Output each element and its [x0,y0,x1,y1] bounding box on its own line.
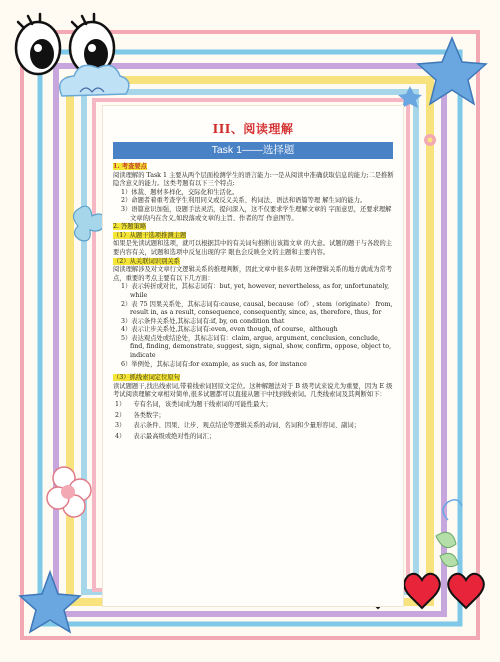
list-item: 2）表 75 因果关系处，其标志词有:cause, causal, because（of）, stem（originate） from, result in, as a result, consequence, consequently, since, as, therefore, thus, for [121,300,393,317]
list-item: 2）命题者着重考查学生利用同义或反义关系、构词法、语法和语篇等理 解生词的能力。 [121,197,367,205]
subheading: （3）抓线索词定位原句 [113,374,180,382]
list-item: 3） 表示条件、因果、让步、观点结论等逻辑关系的动词、名词和少量形容词、副词； [115,422,361,430]
list-item: 5）表达观点处或结论处，其标志词有：claim, argue, argument, conclusion, conclude, find, finding, demonstrate, suggest, sign, signal, show, confirm, oppose, object to, indicate [121,334,392,360]
section-heading-1: 1. 考查要点 [113,163,147,170]
list-item: 4） 表示最高级或绝对性的词汇； [115,432,216,440]
task-banner: Task 1——选择题 [113,142,393,159]
list-item: 6）举例处，其标志词有:for example, as such as, for instance [121,360,307,368]
list-item: 4）表示让步关系处,其标志词有:even, even though, of course，although [121,326,338,334]
list-item: 3）表示条件关系处,其标志词有:if, by, on condition that [121,317,285,325]
paragraph: 阅读理解的 Task 1 主要从两个层面检测学生的语言能力:一是从阅读中准确获取信息的能力;二是推断隐含意义的能力。这类考题有以下三个特点: [113,171,394,188]
subheading: （2）从关联词识别关系 [113,257,180,265]
document-body [113,163,395,442]
document-page [103,106,403,606]
list-item: 1） 专有名词，该类词成为题干线索词的可能性最大； [115,401,272,409]
list-item: 3）语篇意识加强，设题手法灵活，提问深入，这不仅要求学生理解文章的 字面意思，还要求理解文章的内在含义,如段落或文章的主旨、作者的写 作意图等。 [121,205,392,222]
section-heading-2: 2. 答题策略 [113,223,147,231]
list-item: 2） 各类数字； [115,411,165,419]
list-item: 1）体裁、题材多样化，交际化和生活化。 [121,188,239,196]
page-title: III、阅读理解 [212,122,294,136]
paragraph: 读试题题干,找出线索词,带着线索词回原文定位。这种解题法对于 B 级考试来说尤为重要，因为 E 级考试阅读理解文章相对简单,很多试题都可以直接从题干中找到线索词。几类线索词及其判断如下： [113,382,393,399]
clue-word-list [113,400,395,442]
subheading: （1）从题干选项推测主题 [113,231,187,239]
list-item: 1）表示转折或对比，其标志词有：but, yet, however, nevertheless, as for, unfortunately, while [121,283,390,299]
paragraph: 如果是先读试题和选项，就可以根据其中的有关词句推断出该篇文章 的大意。试题的题干与各段的主要内容有关，试题和选项中反复出现的字 眼也会反映全文的主题和主要内容。 [113,240,393,256]
paragraph: 阅读理解涉及对文章行文逻辑关系的推理判断，因此文章中很多表明 这种逻辑关系的地方就成为常考点，重要的考点主要有以下几方面： [113,266,393,282]
